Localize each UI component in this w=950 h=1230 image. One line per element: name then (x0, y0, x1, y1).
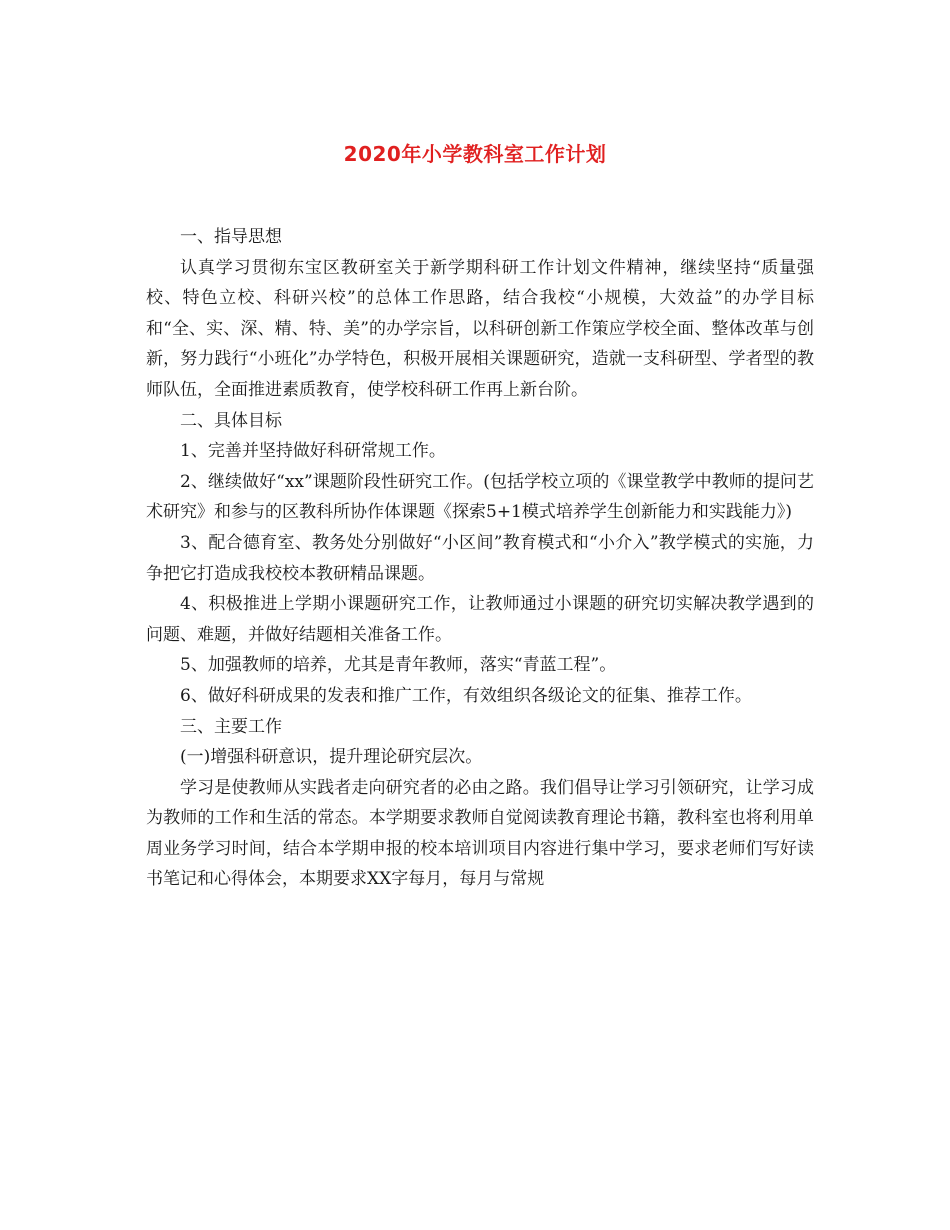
subheading-research-awareness: (一)增强科研意识，提升理论研究层次。 (180, 747, 483, 768)
document-title: 2020年小学教科室工作计划 (343, 142, 607, 166)
section-heading-guiding-ideology: 一、指导思想 (180, 227, 282, 247)
paragraph-guiding-ideology: 认真学习贯彻东宝区教研室关于新学期科研工作计划文件精神，继续坚持“质量强校、特色立校、科研兴校”的总体工作思路，结合我校“小规模，大效益”的办学目标和“全、实、深、精、特、美”的办学宗旨，以科研创新工作策应学校全面、整体改革与创新，努力践行“小班化”办学特色，积极开展相关课题研究，造就一支科研型、学者型的教师队伍，全面推进素质教育，使学校科研工作再上新台阶。 (146, 257, 814, 400)
goal-item-3: 3、配合德育室、教务处分别做好“小区间”教育模式和“小介入”教学模式的实施，力争把它打造成我校校本教研精品课题。 (146, 532, 814, 584)
goal-item-5: 5、加强教师的培养，尤其是青年教师，落实“青蓝工程”。 (180, 655, 617, 676)
paragraph-learning: 学习是使教师从实践者走向研究者的必由之路。我们倡导让学习引领研究，让学习成为教师的工作和生活的常态。本学期要求教师自觉阅读教育理论书籍，教科室也将利用单周业务学习时间，结合本学期申报的校本培训项目内容进行集中学习，要求老师们写好读书笔记和心得体会，本期要求XX字每月，每月与常规 (146, 777, 814, 890)
goal-item-2: 2、继续做好“xx”课题阶段性研究工作。(包括学校立项的《课堂教学中教师的提问艺术研究》和参与的区教科所协作体课题《探索5+1模式培养学生创新能力和实践能力》) (146, 471, 814, 523)
document-body (146, 222, 814, 895)
goal-item-4: 4、积极推进上学期小课题研究工作，让教师通过小课题的研究切实解决教学遇到的问题、难题，并做好结题相关准备工作。 (146, 594, 814, 645)
goal-item-1: 1、完善并坚持做好科研常规工作。 (180, 441, 446, 462)
goal-item-6: 6、做好科研成果的发表和推广工作，有效组织各级论文的征集、推荐工作。 (180, 685, 752, 706)
section-heading-specific-goals: 二、具体目标 (180, 410, 282, 431)
section-heading-main-work: 三、主要工作 (180, 716, 282, 737)
